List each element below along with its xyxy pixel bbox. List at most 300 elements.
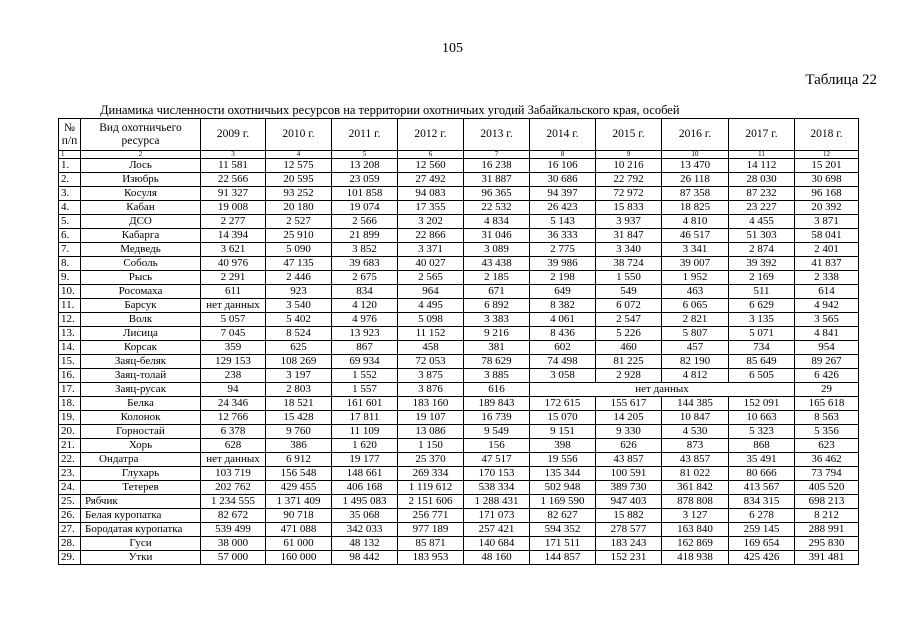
header-year: 2011 г. xyxy=(332,119,398,151)
count-cell: 398 xyxy=(530,439,596,453)
count-cell: 82 672 xyxy=(201,509,266,523)
count-cell: 4 841 xyxy=(795,327,859,341)
count-cell: 35 068 xyxy=(332,509,398,523)
count-cell: 2 874 xyxy=(729,243,795,257)
count-cell: 8 436 xyxy=(530,327,596,341)
count-cell: 58 041 xyxy=(795,229,859,243)
count-cell: 256 771 xyxy=(398,509,464,523)
table-row xyxy=(59,397,859,411)
header-year: 2014 г. xyxy=(530,119,596,151)
count-cell: 1 557 xyxy=(332,383,398,397)
column-number: 6 xyxy=(398,151,464,159)
count-cell: 156 xyxy=(464,439,530,453)
count-cell: 61 000 xyxy=(266,537,332,551)
row-number: 26. xyxy=(59,509,81,523)
table-row xyxy=(59,313,859,327)
count-cell: 3 875 xyxy=(398,369,464,383)
row-number: 29. xyxy=(59,551,81,565)
table-caption: Динамика численности охотничьих ресурсов на территории охотничьих угодий Забайкальского края, особей xyxy=(100,103,680,117)
count-cell: 26 118 xyxy=(662,173,729,187)
species-name: Лось xyxy=(81,159,201,173)
species-name: Барсук xyxy=(81,299,201,313)
count-cell: 9 549 xyxy=(464,425,530,439)
species-name: Рысь xyxy=(81,271,201,285)
count-cell: 48 132 xyxy=(332,537,398,551)
count-cell: 17 811 xyxy=(332,411,398,425)
count-cell: 11 109 xyxy=(332,425,398,439)
count-cell: 3 937 xyxy=(596,215,662,229)
count-cell: 406 168 xyxy=(332,481,398,495)
header-num: № п/п xyxy=(59,119,81,151)
column-number: 10 xyxy=(662,151,729,159)
row-number: 14. xyxy=(59,341,81,355)
count-cell: 8 524 xyxy=(266,327,332,341)
count-cell: 20 595 xyxy=(266,173,332,187)
row-number: 17. xyxy=(59,383,81,397)
count-cell: 5 098 xyxy=(398,313,464,327)
count-cell: 183 953 xyxy=(398,551,464,565)
count-cell: 616 xyxy=(464,383,530,397)
table-row xyxy=(59,285,859,299)
count-cell: 36 462 xyxy=(795,453,859,467)
count-cell: 288 991 xyxy=(795,523,859,537)
count-cell: 11 581 xyxy=(201,159,266,173)
count-cell: 238 xyxy=(201,369,266,383)
count-cell: 1 552 xyxy=(332,369,398,383)
column-number: 12 xyxy=(795,151,859,159)
column-number: 4 xyxy=(266,151,332,159)
count-cell: 1 620 xyxy=(332,439,398,453)
table-row xyxy=(59,523,859,537)
count-cell: 4 061 xyxy=(530,313,596,327)
count-cell: 47 517 xyxy=(464,453,530,467)
table-row xyxy=(59,327,859,341)
count-cell: 19 107 xyxy=(398,411,464,425)
count-cell: 31 887 xyxy=(464,173,530,187)
count-cell: 3 341 xyxy=(662,243,729,257)
count-cell: 5 402 xyxy=(266,313,332,327)
count-cell: 40 976 xyxy=(201,257,266,271)
count-cell: 4 942 xyxy=(795,299,859,313)
count-cell: 73 794 xyxy=(795,467,859,481)
count-cell: 2 401 xyxy=(795,243,859,257)
count-cell: 4 120 xyxy=(332,299,398,313)
count-cell: 4 495 xyxy=(398,299,464,313)
count-cell: 342 033 xyxy=(332,523,398,537)
species-name: Медведь xyxy=(81,243,201,257)
count-cell: 2 338 xyxy=(795,271,859,285)
count-cell: 9 216 xyxy=(464,327,530,341)
count-cell: 460 xyxy=(596,341,662,355)
count-cell: 386 xyxy=(266,439,332,453)
species-name: Изюбрь xyxy=(81,173,201,187)
count-cell: 17 355 xyxy=(398,201,464,215)
count-cell: 39 683 xyxy=(332,257,398,271)
count-cell: 172 615 xyxy=(530,397,596,411)
table-row xyxy=(59,467,859,481)
header-year: 2018 г. xyxy=(795,119,859,151)
count-cell: 20 392 xyxy=(795,201,859,215)
species-name: Корсак xyxy=(81,341,201,355)
row-number: 6. xyxy=(59,229,81,243)
count-cell: 2 803 xyxy=(266,383,332,397)
count-cell: 6 892 xyxy=(464,299,530,313)
table-row xyxy=(59,355,859,369)
count-cell: 389 730 xyxy=(596,481,662,495)
count-cell: нет данных xyxy=(201,453,266,467)
count-cell: 103 719 xyxy=(201,467,266,481)
species-name: Кабарга xyxy=(81,229,201,243)
count-cell: 9 330 xyxy=(596,425,662,439)
count-cell: 502 948 xyxy=(530,481,596,495)
count-cell: 3 852 xyxy=(332,243,398,257)
count-cell: 8 212 xyxy=(795,509,859,523)
count-cell: 1 234 555 xyxy=(201,495,266,509)
count-cell: 5 356 xyxy=(795,425,859,439)
count-cell: 183 243 xyxy=(596,537,662,551)
count-cell: 6 065 xyxy=(662,299,729,313)
header-row xyxy=(59,119,859,151)
count-cell: 85 871 xyxy=(398,537,464,551)
count-cell: 14 205 xyxy=(596,411,662,425)
count-cell: 170 153 xyxy=(464,467,530,481)
count-cell: 19 008 xyxy=(201,201,266,215)
count-cell: 623 xyxy=(795,439,859,453)
row-number: 16. xyxy=(59,369,81,383)
row-number: 12. xyxy=(59,313,81,327)
count-cell: 39 392 xyxy=(729,257,795,271)
count-cell: 9 151 xyxy=(530,425,596,439)
count-cell: 1 169 590 xyxy=(530,495,596,509)
species-name: Соболь xyxy=(81,257,201,271)
count-cell: 602 xyxy=(530,341,596,355)
species-name: Кабан xyxy=(81,201,201,215)
count-cell: 15 428 xyxy=(266,411,332,425)
count-cell: 13 470 xyxy=(662,159,729,173)
count-cell: 2 675 xyxy=(332,271,398,285)
header-species: Вид охотничьего ресурса xyxy=(81,119,201,151)
table-row xyxy=(59,453,859,467)
count-cell: 878 808 xyxy=(662,495,729,509)
count-cell: 72 053 xyxy=(398,355,464,369)
count-cell: 2 547 xyxy=(596,313,662,327)
row-number: 21. xyxy=(59,439,81,453)
count-cell: 135 344 xyxy=(530,467,596,481)
species-name: Косуля xyxy=(81,187,201,201)
table-row xyxy=(59,369,859,383)
count-cell: 3 871 xyxy=(795,215,859,229)
count-cell: 425 426 xyxy=(729,551,795,565)
row-number: 4. xyxy=(59,201,81,215)
count-cell: 39 986 xyxy=(530,257,596,271)
species-name: Колонок xyxy=(81,411,201,425)
count-cell: 5 090 xyxy=(266,243,332,257)
count-cell: 108 269 xyxy=(266,355,332,369)
table-row xyxy=(59,257,859,271)
count-cell: 12 575 xyxy=(266,159,332,173)
count-cell: 457 xyxy=(662,341,729,355)
count-cell: 165 618 xyxy=(795,397,859,411)
row-number: 25. xyxy=(59,495,81,509)
column-number: 7 xyxy=(464,151,530,159)
count-cell: 8 382 xyxy=(530,299,596,313)
count-cell: 87 232 xyxy=(729,187,795,201)
count-cell: 5 143 xyxy=(530,215,596,229)
count-cell: 21 899 xyxy=(332,229,398,243)
count-cell: 144 857 xyxy=(530,551,596,565)
count-cell: 6 072 xyxy=(596,299,662,313)
count-cell: 10 216 xyxy=(596,159,662,173)
count-cell: 19 556 xyxy=(530,453,596,467)
count-cell: 81 225 xyxy=(596,355,662,369)
species-name: Гуси xyxy=(81,537,201,551)
species-name: Утки xyxy=(81,551,201,565)
table-row xyxy=(59,187,859,201)
count-cell: 29 xyxy=(795,383,859,397)
count-cell: 48 160 xyxy=(464,551,530,565)
row-number: 20. xyxy=(59,425,81,439)
count-cell: 649 xyxy=(530,285,596,299)
count-cell: 22 866 xyxy=(398,229,464,243)
count-cell: 16 238 xyxy=(464,159,530,173)
count-cell: 511 xyxy=(729,285,795,299)
table-body xyxy=(59,159,859,565)
count-cell: 834 315 xyxy=(729,495,795,509)
count-cell: 2 185 xyxy=(464,271,530,285)
count-cell: 189 843 xyxy=(464,397,530,411)
count-cell: 23 059 xyxy=(332,173,398,187)
count-cell: 5 807 xyxy=(662,327,729,341)
species-name: Глухарь xyxy=(81,467,201,481)
count-cell: 24 346 xyxy=(201,397,266,411)
count-cell: 471 088 xyxy=(266,523,332,537)
count-cell: 22 532 xyxy=(464,201,530,215)
count-cell: 23 227 xyxy=(729,201,795,215)
species-name: Горностай xyxy=(81,425,201,439)
table-row xyxy=(59,215,859,229)
column-number: 5 xyxy=(332,151,398,159)
species-name: ДСО xyxy=(81,215,201,229)
count-cell: 1 495 083 xyxy=(332,495,398,509)
page-number: 105 xyxy=(442,41,463,56)
count-cell: 16 739 xyxy=(464,411,530,425)
count-cell: 87 358 xyxy=(662,187,729,201)
species-name: Лисица xyxy=(81,327,201,341)
count-cell: 3 885 xyxy=(464,369,530,383)
count-cell: 18 825 xyxy=(662,201,729,215)
count-cell: 202 762 xyxy=(201,481,266,495)
table-row xyxy=(59,341,859,355)
count-cell: 69 934 xyxy=(332,355,398,369)
count-cell: 38 000 xyxy=(201,537,266,551)
species-name: Заяц-толай xyxy=(81,369,201,383)
row-number: 8. xyxy=(59,257,81,271)
count-cell: 671 xyxy=(464,285,530,299)
count-cell: 98 442 xyxy=(332,551,398,565)
count-cell: 418 938 xyxy=(662,551,729,565)
count-cell: 6 426 xyxy=(795,369,859,383)
count-cell: 51 303 xyxy=(729,229,795,243)
count-cell: 429 455 xyxy=(266,481,332,495)
count-cell: 31 046 xyxy=(464,229,530,243)
count-cell: 3 383 xyxy=(464,313,530,327)
count-cell: 2 821 xyxy=(662,313,729,327)
count-cell: 1 119 612 xyxy=(398,481,464,495)
count-cell: 257 421 xyxy=(464,523,530,537)
header-year: 2013 г. xyxy=(464,119,530,151)
table-row xyxy=(59,229,859,243)
count-cell: 2 446 xyxy=(266,271,332,285)
count-cell: 152 231 xyxy=(596,551,662,565)
count-cell: 160 000 xyxy=(266,551,332,565)
count-cell: 6 278 xyxy=(729,509,795,523)
count-cell: 2 198 xyxy=(530,271,596,285)
count-cell: 977 189 xyxy=(398,523,464,537)
count-cell: 41 837 xyxy=(795,257,859,271)
row-number: 24. xyxy=(59,481,81,495)
count-cell: 4 455 xyxy=(729,215,795,229)
count-cell: 171 511 xyxy=(530,537,596,551)
count-cell: 5 071 xyxy=(729,327,795,341)
count-cell: 91 327 xyxy=(201,187,266,201)
count-cell: 171 073 xyxy=(464,509,530,523)
count-cell: 6 629 xyxy=(729,299,795,313)
count-cell: 90 718 xyxy=(266,509,332,523)
count-cell: 13 208 xyxy=(332,159,398,173)
count-cell: 626 xyxy=(596,439,662,453)
count-cell: 46 517 xyxy=(662,229,729,243)
count-cell: 868 xyxy=(729,439,795,453)
header-year: 2012 г. xyxy=(398,119,464,151)
table-row xyxy=(59,173,859,187)
count-cell: 6 912 xyxy=(266,453,332,467)
count-cell: 18 521 xyxy=(266,397,332,411)
count-cell: 28 030 xyxy=(729,173,795,187)
count-cell: 4 976 xyxy=(332,313,398,327)
table-row xyxy=(59,383,859,397)
count-cell: 57 000 xyxy=(201,551,266,565)
table-row xyxy=(59,509,859,523)
table-row xyxy=(59,425,859,439)
count-cell: 964 xyxy=(398,285,464,299)
count-cell: 359 xyxy=(201,341,266,355)
count-cell: 458 xyxy=(398,341,464,355)
count-cell: 26 423 xyxy=(530,201,596,215)
count-cell: 31 847 xyxy=(596,229,662,243)
count-cell: 43 438 xyxy=(464,257,530,271)
count-cell: 2 527 xyxy=(266,215,332,229)
count-cell: 2 565 xyxy=(398,271,464,285)
count-cell: 2 928 xyxy=(596,369,662,383)
count-cell: 2 566 xyxy=(332,215,398,229)
row-number: 15. xyxy=(59,355,81,369)
count-cell: 3 058 xyxy=(530,369,596,383)
count-cell: 25 910 xyxy=(266,229,332,243)
count-cell: 15 833 xyxy=(596,201,662,215)
count-cell: 3 197 xyxy=(266,369,332,383)
column-number: 1 xyxy=(59,151,81,159)
count-cell: 89 267 xyxy=(795,355,859,369)
column-number: 11 xyxy=(729,151,795,159)
row-number: 11. xyxy=(59,299,81,313)
count-cell: 148 661 xyxy=(332,467,398,481)
count-cell: 5 323 xyxy=(729,425,795,439)
count-cell: 9 760 xyxy=(266,425,332,439)
species-name: Тетерев xyxy=(81,481,201,495)
row-number: 27. xyxy=(59,523,81,537)
species-name: Волк xyxy=(81,313,201,327)
count-cell: 391 481 xyxy=(795,551,859,565)
row-number: 7. xyxy=(59,243,81,257)
count-cell: 94 083 xyxy=(398,187,464,201)
row-number: 5. xyxy=(59,215,81,229)
species-name: Бородатая куропатка xyxy=(81,523,201,537)
count-cell: 614 xyxy=(795,285,859,299)
count-cell: 25 370 xyxy=(398,453,464,467)
count-cell: 156 548 xyxy=(266,467,332,481)
count-cell: 16 106 xyxy=(530,159,596,173)
count-cell: 734 xyxy=(729,341,795,355)
table-row xyxy=(59,299,859,313)
count-cell: 413 567 xyxy=(729,481,795,495)
table-row xyxy=(59,411,859,425)
count-cell: 80 666 xyxy=(729,467,795,481)
table-row xyxy=(59,495,859,509)
count-cell: 3 371 xyxy=(398,243,464,257)
count-cell: 36 333 xyxy=(530,229,596,243)
count-cell: 10 663 xyxy=(729,411,795,425)
header-year: 2017 г. xyxy=(729,119,795,151)
count-cell: 1 371 409 xyxy=(266,495,332,509)
count-cell: 8 563 xyxy=(795,411,859,425)
count-cell: 47 135 xyxy=(266,257,332,271)
count-cell: 40 027 xyxy=(398,257,464,271)
table-row xyxy=(59,271,859,285)
count-cell: 10 847 xyxy=(662,411,729,425)
count-cell: 161 601 xyxy=(332,397,398,411)
count-cell: 625 xyxy=(266,341,332,355)
count-cell: 15 201 xyxy=(795,159,859,173)
count-cell: 539 499 xyxy=(201,523,266,537)
count-cell: 93 252 xyxy=(266,187,332,201)
row-number: 1. xyxy=(59,159,81,173)
count-cell: 549 xyxy=(596,285,662,299)
count-cell: 3 540 xyxy=(266,299,332,313)
count-cell: 1 150 xyxy=(398,439,464,453)
count-cell: 144 385 xyxy=(662,397,729,411)
table-row xyxy=(59,159,859,173)
table-row xyxy=(59,201,859,215)
count-cell: 20 180 xyxy=(266,201,332,215)
count-cell: 259 145 xyxy=(729,523,795,537)
count-cell: 11 152 xyxy=(398,327,464,341)
species-name: Росомаха xyxy=(81,285,201,299)
count-cell: 12 766 xyxy=(201,411,266,425)
count-cell: 30 698 xyxy=(795,173,859,187)
count-cell: 81 022 xyxy=(662,467,729,481)
count-cell: 381 xyxy=(464,341,530,355)
count-cell: 1 288 431 xyxy=(464,495,530,509)
count-cell: 3 565 xyxy=(795,313,859,327)
count-cell: 4 810 xyxy=(662,215,729,229)
count-cell: 2 277 xyxy=(201,215,266,229)
count-cell: 96 365 xyxy=(464,187,530,201)
count-cell: 22 792 xyxy=(596,173,662,187)
row-number: 9. xyxy=(59,271,81,285)
count-cell: 4 812 xyxy=(662,369,729,383)
count-cell: 3 202 xyxy=(398,215,464,229)
row-number: 22. xyxy=(59,453,81,467)
